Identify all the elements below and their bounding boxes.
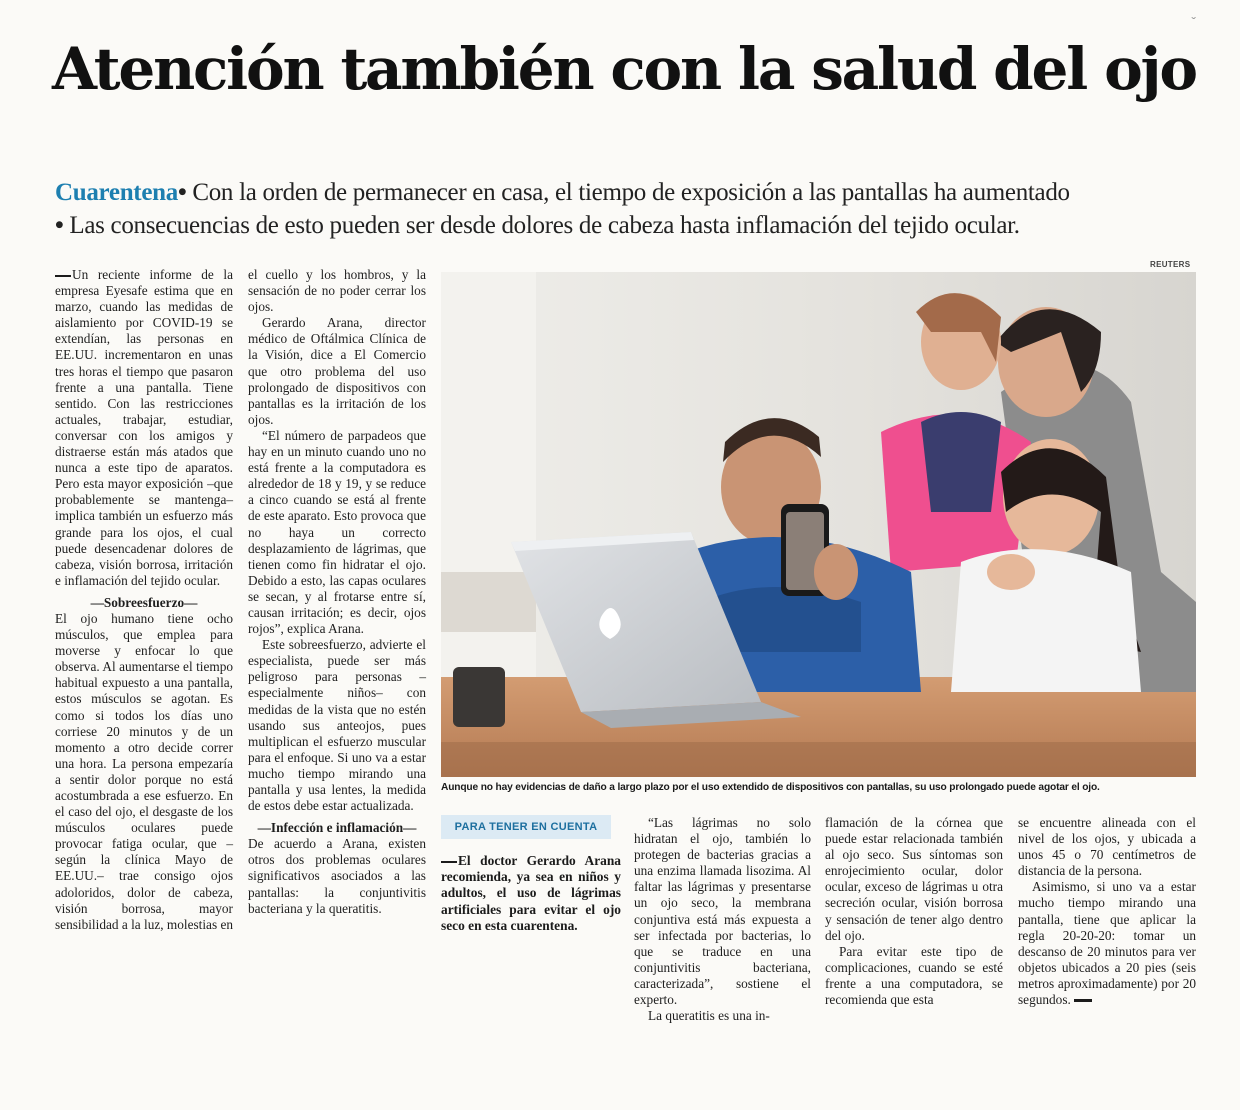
paragraph: flamación de la córnea que puede estar relacionada también al ojo seco. Sus síntomas son enrojecimiento ocular, dolor ocular, exceso de lágrimas u otra secreción ocular, visión borrosa y sensación de tener algo dentro del ojo.	[825, 815, 1003, 943]
family-laptop-photo	[441, 272, 1196, 777]
paragraph: Para evitar este tipo de complicaciones, cuando se esté frente a una computadora, se recomienda que esta	[825, 943, 1003, 1008]
paragraph: “El número de parpadeos que hay en un minuto cuando uno no está frente a la computadora es alrededor de 18 y 19, y se reduce a cinco cuando se está al frente de este aparato. Esto provoca que no haya un correcto desplazamiento de lágrimas, que tienen como fin hidratar el ojo. Debido a esto, las capas oculares se secan, y al frotarse entre sí, causan irritación; es decir, ojos rojos”, explica Arana.	[248, 427, 426, 637]
subheading-infeccion: —Infección e inflamación—	[257, 820, 417, 836]
article-column-5	[1018, 815, 1196, 1008]
deck-bullet: •	[177, 179, 187, 206]
article-photo	[441, 272, 1196, 777]
paragraph	[55, 267, 233, 589]
paragraph: De acuerdo a Arana, existen otros dos problemas oculares significativos asociados a las pantallas: la conjuntivitis bacteriana y la queratitis.	[248, 836, 426, 916]
paragraph: La queratitis es una in-	[648, 1008, 770, 1024]
sidebar-body	[441, 853, 621, 934]
deck-line-1	[55, 176, 1205, 209]
deck-text-1: Con la orden de permanecer en casa, el tiempo de exposición a las pantallas ha aumentado	[186, 179, 1070, 206]
headline: Atención también con la salud del ojo	[52, 35, 1196, 103]
paragraph: “Las lágrimas no solo hidratan el ojo, también lo protegen de bacterias gracias a una enzima llamada lisozima. Al faltar las lágrimas y presentarse un ojo seco, la membrana conjuntiva está más expuesta a ser infectada por bacterias, lo que se traduce en una conjuntivitis bacteriana, caracterizada”, sostiene el experto.	[634, 815, 811, 1008]
deck-bullet: •	[55, 212, 64, 239]
paragraph-text: Un reciente informe de la empresa Eyesafe estima que en marzo, cuando las medidas de aislamiento por COVID-19 se extendían, las personas en EE.UU. incrementaron en unas tres horas el tiempo que pasaron frente a una pantalla. Tiene sentido. Con las restricciones actuales, trabajar, estudiar, conversar con los amigos y distraerse están más atados que nunca a este tipo de aparatos. Pero esta mayor exposición –que probablemente se mantenga– implica también un esfuerzo más grande para los ojos, el cual puede desencadenar dolores de cabeza, visión borrosa, irritación e inflamación del tejido ocular.	[55, 267, 233, 588]
article-column-4	[825, 815, 1003, 1008]
end-of-article-mark-icon	[1074, 999, 1092, 1002]
subheading-sobreesfuerzo: —Sobreesfuerzo—	[90, 594, 198, 610]
deck-subheading	[55, 176, 1205, 242]
deck-kicker: Cuarentena	[55, 179, 178, 206]
paragraph: Este sobreesfuerzo, advierte el especialista, puede ser más peligroso para personas –especialmente niños– con medidas de la vista que no estén usando sus anteojos, pues multiplican el esfuerzo muscular para el enfoque. Si uno va a estar mucho tiempo mirando una pantalla y usa lentes, la medida de estos debe estar actualizada.	[248, 637, 426, 814]
article-column-2	[248, 267, 426, 917]
paragraph	[1018, 879, 1196, 1008]
lead-dash-icon	[441, 861, 457, 863]
article-column-1	[55, 267, 233, 933]
paragraph: El ojo humano tiene ocho músculos, que emplea para moverse y enfocar lo que observa. Al aumentarse el tiempo habitual expuesto a una pantalla, estos músculos se agotan. Es como si todos los días uno corriese 20 minutos y de un momento a otro decide correr una hora. La persona empezaría a sentir dolor porque no está acostumbrada a ese esfuerzo. En el caso del ojo, el desgaste de los músculos oculares puede provocar fatiga ocular, que –según la clínica Mayo de EE.UU.– trae consigo ojos adoloridos, dolor de cabeza, visión borrosa, mayor sensibilidad a la luz, molestias en	[55, 610, 233, 932]
deck-line-2	[55, 209, 1205, 242]
sidebar-box	[441, 815, 621, 934]
photo-caption: Aunque no hay evidencias de daño a largo plazo por el uso extendido de dispositivos con pantallas, su uso prolongado puede agotar el ojo.	[441, 782, 1100, 793]
article-column-3	[634, 815, 811, 1024]
paragraph: el cuello y los hombros, y la sensación de no poder cerrar los ojos.	[248, 267, 426, 315]
sidebar-text: El doctor Gerardo Arana recomienda, ya sea en niños y adultos, el uso de lágrimas artificiales para evitar el ojo seco en esta cuarentena.	[441, 853, 621, 933]
paragraph-text: Asimismo, si uno va a estar mucho tiempo mirando una pantalla, tiene que aplicar la regla 20-20-20: tomar un descanso de 20 minutos para ver objetos ubicados a 20 pies (seis metros aproximadamente) por 20 segundos.	[1018, 879, 1196, 1008]
paragraph: se encuentre alineada con el nivel de los ojos, y ubicada a unos 45 o 70 centímetros de distancia de la persona.	[1018, 815, 1196, 879]
lead-dash-icon	[55, 275, 71, 277]
paragraph: Gerardo Arana, director médico de Oftálmica Clínica de la Visión, dice a El Comercio que otro problema del uso prolongado de dispositivos con pantallas es la irritación de los ojos.	[248, 315, 426, 427]
deck-text-2: Las consecuencias de esto pueden ser desde dolores de cabeza hasta inflamación del tejido ocular.	[63, 212, 1020, 239]
corner-tick-mark: ˇ	[1191, 14, 1196, 30]
sidebar-label: PARA TENER EN CUENTA	[441, 815, 611, 839]
photo-credit: REUTERS	[1150, 260, 1191, 269]
